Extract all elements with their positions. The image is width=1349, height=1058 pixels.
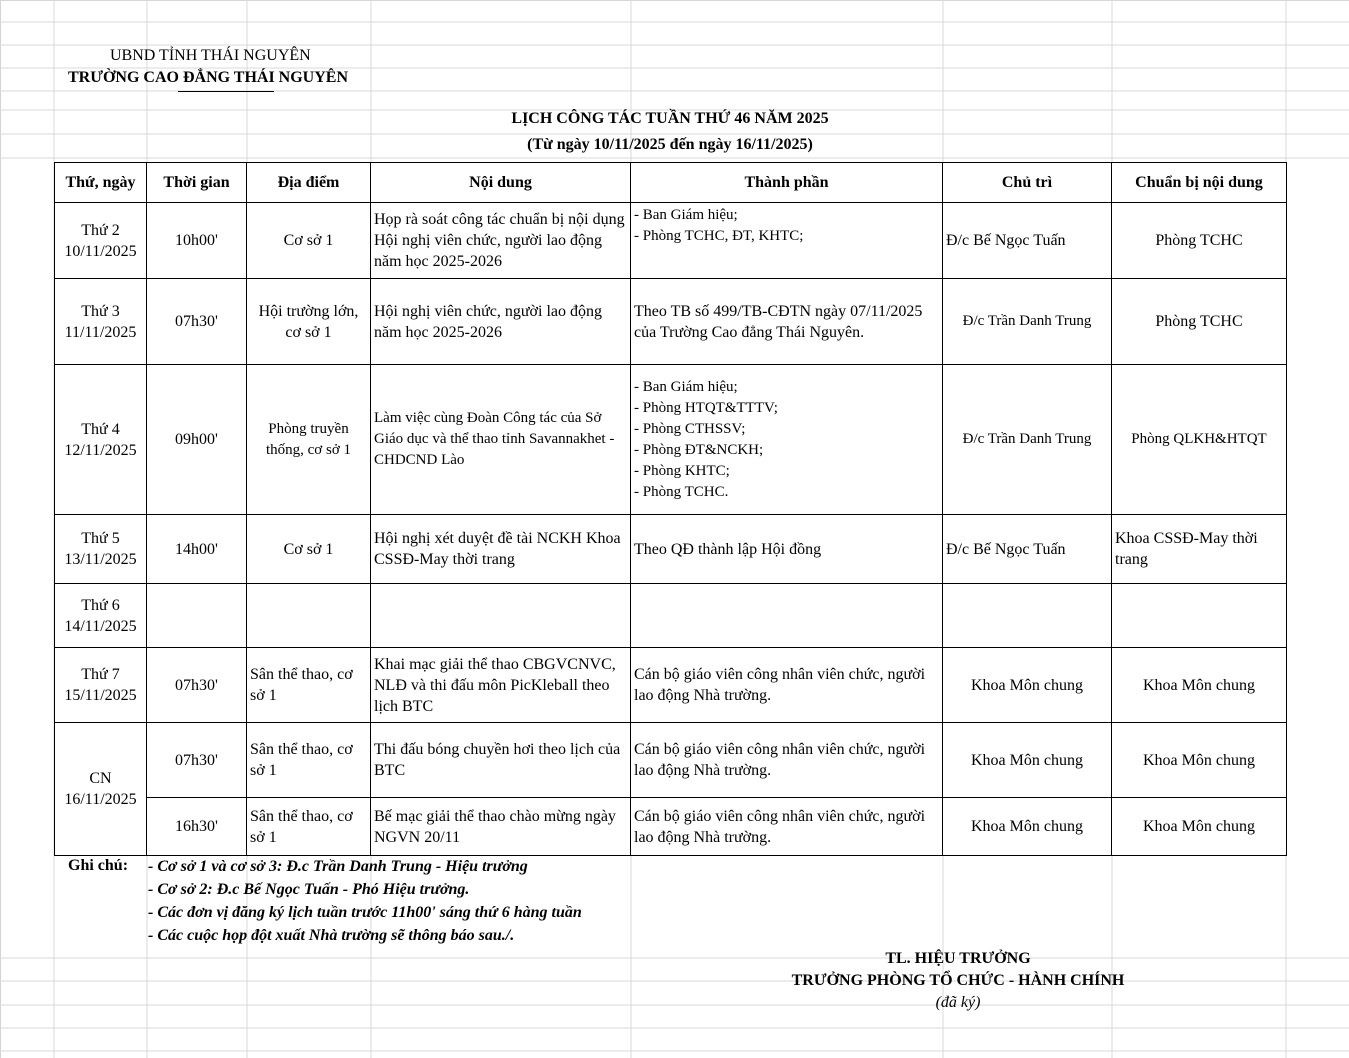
chair-cell [943,584,1112,648]
participants-cell: Theo TB số 499/TB-CĐTN ngày 07/11/2025 của Trường Cao đẳng Thái Nguyên. [631,279,943,365]
col-header-day: Thứ, ngày [55,163,147,203]
participants-cell: Cán bộ giáo viên công nhân viên chức, người lao động Nhà trường. [631,648,943,723]
place-cell [247,584,371,648]
time-cell: 07h30' [147,723,247,798]
note-item: - Cơ sở 2: Đ.c Bế Ngọc Tuấn - Phó Hiệu trưởng. [148,881,470,898]
time-cell: 07h30' [147,648,247,723]
prep-cell: Phòng QLKH&HTQT [1112,365,1287,515]
day-cell: CN 16/11/2025 [55,723,147,856]
participants-cell: - Ban Giám hiệu; - Phòng HTQT&TTTV; - Phòng CTHSSV; - Phòng ĐT&NCKH; - Phòng KHTC; - Phòng TCHC. [631,365,943,515]
page-subtitle: (Từ ngày 10/11/2025 đến ngày 16/11/2025) [527,136,813,153]
prep-cell: Khoa Môn chung [1112,648,1287,723]
participants-cell: Cán bộ giáo viên công nhân viên chức, người lao động Nhà trường. [631,723,943,798]
table-row [55,798,1287,856]
signature-line2: TRƯỞNG PHÒNG TỔ CHỨC - HÀNH CHÍNH [791,972,1125,989]
day-cell: Thứ 7 15/11/2025 [55,648,147,723]
content-cell: Thi đấu bóng chuyền hơi theo lịch của BTC [371,723,631,798]
table-row [55,723,1287,798]
content-cell: Hội nghị viên chức, người lao động năm học 2025-2026 [371,279,631,365]
signature-line3: (đã ký) [935,994,981,1011]
agency-name: UBND TỈNH THÁI NGUYÊN [110,47,311,64]
chair-cell: Khoa Môn chung [943,723,1112,798]
time-cell [147,584,247,648]
col-header-place: Địa điểm [247,163,371,203]
schedule-table [54,162,1287,856]
content-cell: Khai mạc giải thể thao CBGVCNVC, NLĐ và thi đấu môn PicKleball theo lịch BTC [371,648,631,723]
content-cell: Hội nghị xét duyệt đề tài NCKH Khoa CSSĐ-May thời trang [371,515,631,584]
chair-cell: Khoa Môn chung [943,798,1112,856]
table-row [55,365,1287,515]
time-cell: 16h30' [147,798,247,856]
prep-cell: Khoa CSSĐ-May thời trang [1112,515,1287,584]
page-title: LỊCH CÔNG TÁC TUẦN THỨ 46 NĂM 2025 [511,110,829,127]
place-cell: Cơ sở 1 [247,515,371,584]
notes-label: Ghi chú: [68,857,129,874]
col-header-time: Thời gian [147,163,247,203]
col-header-chair: Chủ trì [943,163,1112,203]
participants-cell [631,584,943,648]
participants-cell: Cán bộ giáo viên công nhân viên chức, người lao động Nhà trường. [631,798,943,856]
participants-cell: Theo QĐ thành lập Hội đồng [631,515,943,584]
header-underline [178,91,274,92]
day-cell: Thứ 4 12/11/2025 [55,365,147,515]
chair-cell: Đ/c Trần Danh Trung [943,365,1112,515]
prep-cell: Phòng TCHC [1112,203,1287,279]
school-name: TRƯỜNG CAO ĐẲNG THÁI NGUYÊN [68,69,349,86]
day-cell: Thứ 3 11/11/2025 [55,279,147,365]
place-cell: Hội trường lớn, cơ sở 1 [247,279,371,365]
col-header-participants: Thành phần [631,163,943,203]
time-cell: 09h00' [147,365,247,515]
participants-cell: - Ban Giám hiệu; - Phòng TCHC, ĐT, KHTC; [631,203,943,279]
prep-cell: Khoa Môn chung [1112,798,1287,856]
time-cell: 10h00' [147,203,247,279]
table-row [55,279,1287,365]
table-row [55,203,1287,279]
place-cell: Sân thể thao, cơ sở 1 [247,723,371,798]
prep-cell: Khoa Môn chung [1112,723,1287,798]
table-row [55,515,1287,584]
content-cell: Làm việc cùng Đoàn Công tác của Sở Giáo dục và thể thao tỉnh Savannakhet - CHDCND Lào [371,365,631,515]
table-row [55,584,1287,648]
col-header-content: Nội dung [371,163,631,203]
table-header-row [55,163,1287,203]
content-cell: Bế mạc giải thể thao chào mừng ngày NGVN 20/11 [371,798,631,856]
day-cell: Thứ 5 13/11/2025 [55,515,147,584]
prep-cell: Phòng TCHC [1112,279,1287,365]
content-cell: Họp rà soát công tác chuẩn bị nội dụng Hội nghị viên chức, người lao động năm học 2025-2026 [371,203,631,279]
note-item: - Các cuộc họp đột xuất Nhà trường sẽ thông báo sau./. [148,927,515,944]
chair-cell: Đ/c Bế Ngọc Tuấn [943,203,1112,279]
time-cell: 07h30' [147,279,247,365]
place-cell: Cơ sở 1 [247,203,371,279]
chair-cell: Đ/c Bế Ngọc Tuấn [943,515,1112,584]
place-cell: Sân thể thao, cơ sở 1 [247,648,371,723]
day-cell: Thứ 6 14/11/2025 [55,584,147,648]
content-cell [371,584,631,648]
note-item: - Cơ sở 1 và cơ sở 3: Đ.c Trần Danh Trung - Hiệu trưởng [148,858,528,875]
note-item: - Các đơn vị đăng ký lịch tuần trước 11h00' sáng thứ 6 hàng tuần [148,904,582,921]
place-cell: Sân thể thao, cơ sở 1 [247,798,371,856]
chair-cell: Khoa Môn chung [943,648,1112,723]
time-cell: 14h00' [147,515,247,584]
signature-line1: TL. HIỆU TRƯỞNG [885,950,1031,967]
chair-cell: Đ/c Trần Danh Trung [943,279,1112,365]
day-cell: Thứ 2 10/11/2025 [55,203,147,279]
table-row [55,648,1287,723]
place-cell: Phòng truyền thống, cơ sở 1 [247,365,371,515]
col-header-prep: Chuẩn bị nội dung [1112,163,1287,203]
prep-cell [1112,584,1287,648]
